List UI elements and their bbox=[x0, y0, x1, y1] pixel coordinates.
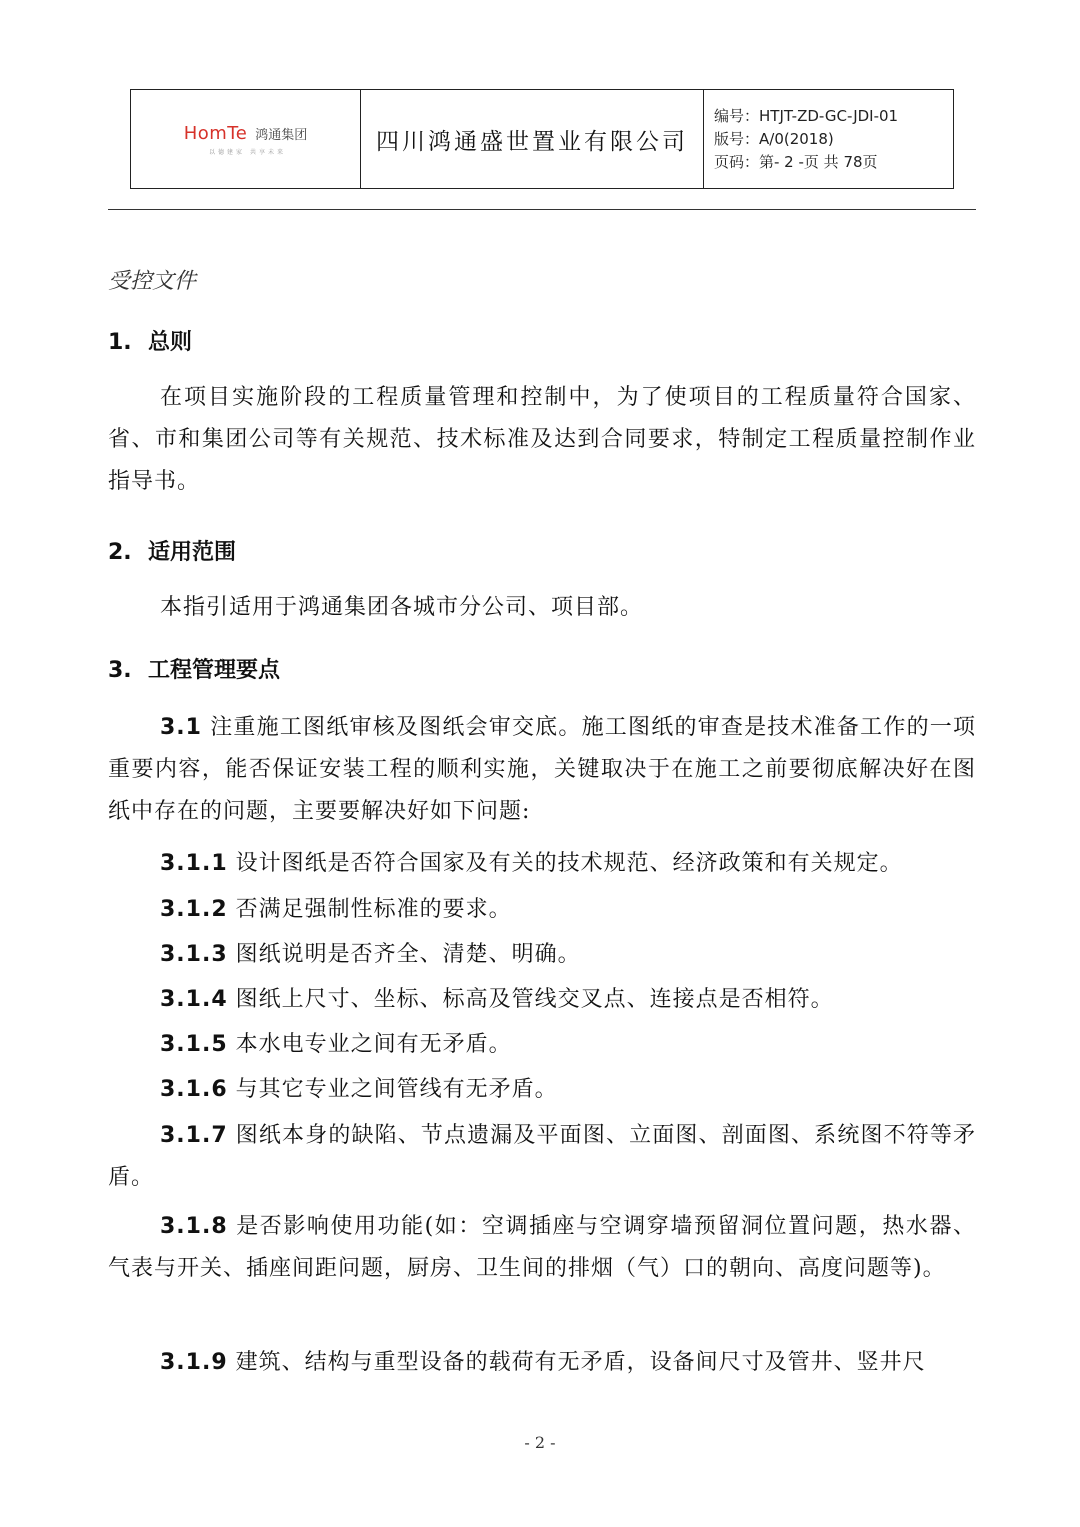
section-heading-3 bbox=[108, 653, 280, 684]
item-text: 图纸本身的缺陷、节点遗漏及平面图、立面图、剖面图、系统图不符等矛盾。 bbox=[108, 1123, 976, 1190]
item-text: 是否影响使用功能(如：空调插座与空调穿墙预留洞位置问题，热水器、气表与开关、插座间距问题，厨房、卫生间的排烟（气）口的朝向、高度问题等)。 bbox=[108, 1214, 976, 1281]
item-number: 3.1.4 bbox=[160, 987, 228, 1012]
item-number: 3.1.7 bbox=[160, 1123, 228, 1148]
item-number: 3.1.1 bbox=[160, 851, 228, 876]
paragraph-general: 在项目实施阶段的工程质量管理和控制中，为了使项目的工程质量符合国家、省、市和集团公司等有关规范、技术标准及达到合同要求，特制定工程质量控制作业指导书。 bbox=[108, 385, 976, 494]
logo-wordmark: HomTe bbox=[183, 122, 248, 144]
section-title: 适用范围 bbox=[148, 540, 237, 565]
item-number: 3.1.9 bbox=[160, 1350, 228, 1375]
item-text: 与其它专业之间管线有无矛盾。 bbox=[235, 1077, 558, 1102]
section-title: 工程管理要点 bbox=[148, 658, 281, 683]
document-version: 版号：A/0(2018) bbox=[714, 129, 834, 148]
logo-chinese-name: 鸿通集团 bbox=[255, 127, 308, 143]
item-text: 图纸上尺寸、坐标、标高及管线交叉点、连接点是否相符。 bbox=[235, 987, 834, 1012]
item-text: 设计图纸是否符合国家及有关的技术规范、经济政策和有关规定。 bbox=[235, 851, 903, 876]
item-number: 3.1 bbox=[160, 715, 202, 740]
item-number: 3.1.3 bbox=[160, 942, 228, 967]
document-page-info: 页码：第- 2 -页 共 78页 bbox=[714, 152, 878, 171]
list-item bbox=[108, 934, 976, 976]
section-number: 3. bbox=[108, 658, 132, 683]
company-name-cell bbox=[361, 90, 704, 188]
item-text: 建筑、结构与重型设备的载荷有无矛盾，设备间尺寸及管井、竖井尺 bbox=[235, 1350, 926, 1375]
item-number: 3.1.2 bbox=[160, 897, 228, 922]
paragraph-scope: 本指引适用于鸿通集团各城市分公司、项目部。 bbox=[160, 595, 644, 620]
list-item bbox=[108, 707, 976, 833]
list-item bbox=[108, 979, 976, 1021]
item-text: 图纸说明是否齐全、清楚、明确。 bbox=[235, 942, 581, 967]
list-item bbox=[108, 1069, 976, 1111]
logo-cell bbox=[131, 90, 361, 188]
section-title: 总则 bbox=[148, 330, 193, 355]
list-item bbox=[108, 889, 976, 931]
company-logo bbox=[184, 123, 308, 144]
header-divider bbox=[108, 209, 976, 210]
list-item bbox=[108, 1342, 976, 1384]
section-heading-2 bbox=[108, 535, 236, 566]
item-number: 3.1.8 bbox=[160, 1214, 228, 1239]
list-item bbox=[108, 843, 976, 885]
company-name: 四川鸿通盛世置业有限公司 bbox=[376, 128, 688, 155]
page-number: - 2 - bbox=[524, 1433, 556, 1452]
logo-slogan: 以德建家 共享未来 bbox=[209, 148, 286, 156]
section-heading-1 bbox=[108, 325, 192, 356]
item-text: 注重施工图纸审核及图纸会审交底。施工图纸的审查是技术准备工作的一项重要内容，能否保证安装工程的顺利实施，关键取决于在施工之前要彻底解决好在图纸中存在的问题，主要要解决好如下问题: bbox=[108, 715, 976, 824]
list-item bbox=[108, 1024, 976, 1066]
controlled-document-mark: 受控文件 bbox=[108, 269, 197, 294]
list-item bbox=[108, 1115, 976, 1199]
item-text: 否满足强制性标准的要求。 bbox=[235, 897, 512, 922]
document-code: 编号：HTJT-ZD-GC-JDⅠ-01 bbox=[714, 106, 899, 125]
list-item bbox=[108, 1206, 976, 1290]
section-number: 1. bbox=[108, 330, 132, 355]
item-number: 3.1.5 bbox=[160, 1032, 228, 1057]
section-number: 2. bbox=[108, 540, 132, 565]
document-header bbox=[130, 89, 954, 189]
document-meta-cell bbox=[704, 90, 953, 188]
item-number: 3.1.6 bbox=[160, 1077, 228, 1102]
item-text: 本水电专业之间有无矛盾。 bbox=[235, 1032, 512, 1057]
